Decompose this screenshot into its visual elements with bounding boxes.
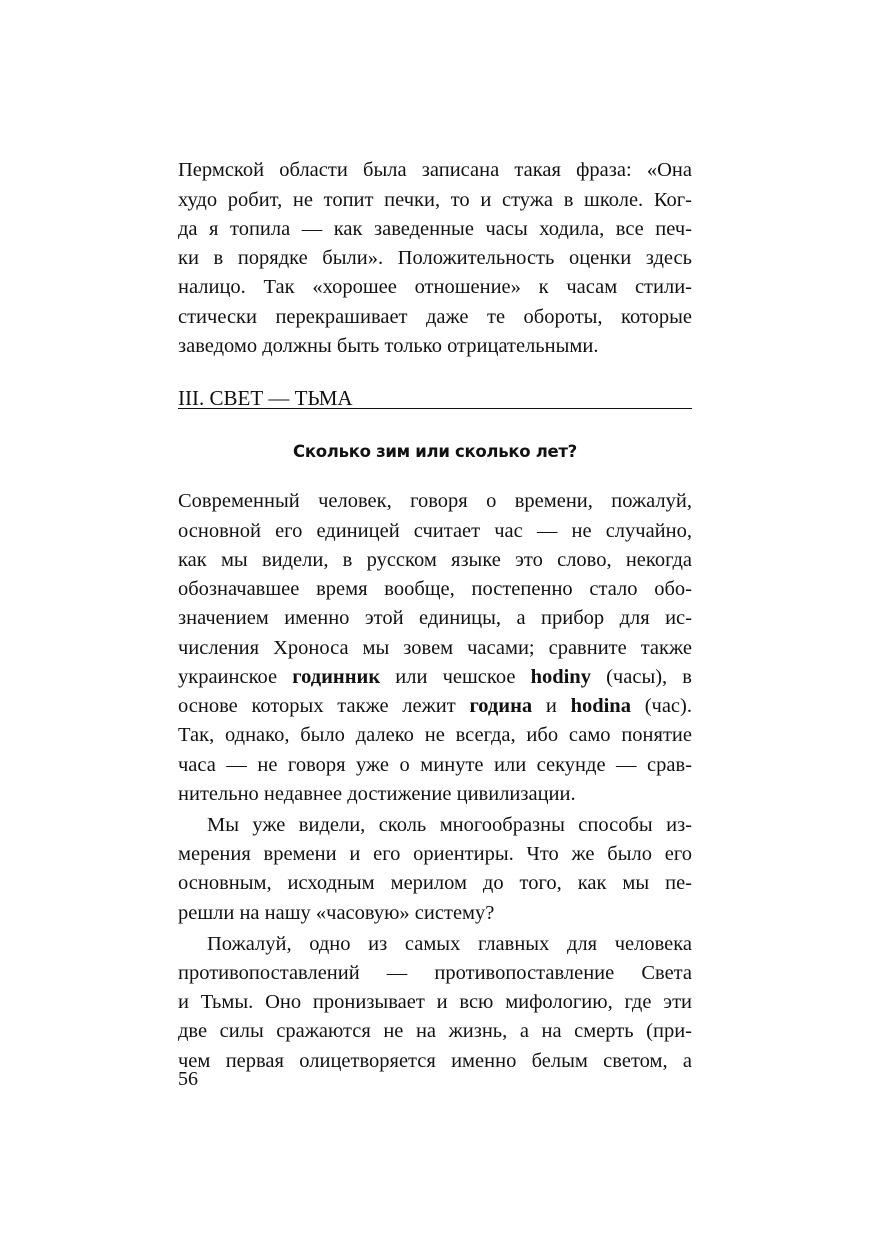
section-heading-rule (178, 408, 692, 409)
p3-line-4: две силы сражаются не на жизнь, а на смерть (при- (178, 1020, 692, 1042)
intro-line-4: ки в порядке были». Положительность оценки здесь (178, 247, 692, 269)
term-hodiny: hodiny (530, 666, 591, 688)
intro-line-7: заведомо должны быть только отрицательными. (178, 335, 599, 357)
p1-line-7-text-a: украинское (178, 666, 293, 688)
term-hodina: hodina (570, 695, 631, 717)
p1-line-8-text-c: и (532, 695, 571, 717)
p1-line-11: нительно недавнее достижение цивилизации. (178, 783, 576, 805)
section-heading: III. СВЕТ — ТЬМА (178, 386, 353, 410)
p1-line-7 (178, 662, 692, 692)
p1-line-9: Так, однако, было далеко не всегда, ибо само понятие (178, 724, 692, 746)
p1-line-3: как мы видели, в русском языке это слово, некогда (178, 549, 692, 571)
p1-line-5: значением именно этой единицы, а прибор для ис- (178, 607, 692, 629)
p1-line-6: числения Хроноса мы зовем часами; сравните также (178, 637, 692, 659)
p3-line-5: чем первая олицетворяется именно белым светом, а (178, 1050, 692, 1072)
p1-line-7-text-c: или чешское (380, 666, 531, 688)
intro-line-5: налицо. Так «хорошее отношение» к часам стили- (178, 276, 692, 298)
p1-line-8-text-a: основе которых также лежит (178, 695, 470, 717)
p1-line-8 (178, 691, 692, 721)
page-number: 56 (178, 1068, 198, 1090)
intro-line-6: стически перекрашивает даже те обороты, которые (178, 306, 692, 328)
p2-line-4: решли на нашу «часовую» систему? (178, 902, 495, 924)
term-godynnyk: годинник (292, 666, 381, 688)
p2-line-1: Мы уже видели, сколь многообразны способы из- (207, 814, 692, 836)
p1-line-10: часа — не говоря уже о минуте или секунде — срав- (178, 754, 692, 776)
p1-line-1: Современный человек, говоря о времени, пожалуй, (178, 490, 692, 512)
p1-line-8-text-e: (час). (630, 695, 692, 717)
intro-line-1: Пермской области была записана такая фраза: «Она (178, 159, 692, 181)
p1-line-7-text-e: (часы), в (590, 666, 692, 688)
term-godina: година (469, 695, 533, 717)
intro-line-3: да я топила — как заведенные часы ходила, все печ- (178, 218, 692, 240)
p1-line-2: основной его единицей считает час — не случайно, (178, 520, 692, 542)
intro-line-2: худо робит, не топит печки, то и стужа в школе. Ког- (178, 189, 692, 211)
p2-line-2: мерения времени и его ориентиры. Что же было его (178, 843, 692, 865)
subheading: Сколько зим или сколько лет? (293, 442, 577, 461)
p3-line-1: Пожалуй, одно из самых главных для человека (207, 933, 692, 955)
p3-line-2: противопоставлений — противопоставление Света (178, 962, 692, 984)
p3-line-3: и Тьмы. Оно пронизывает и всю мифологию, где эти (178, 991, 692, 1013)
p2-line-3: основным, исходным мерилом до того, как мы пе- (178, 872, 692, 894)
p1-line-4: обозначавшее время вообще, постепенно стало обо- (178, 578, 692, 600)
